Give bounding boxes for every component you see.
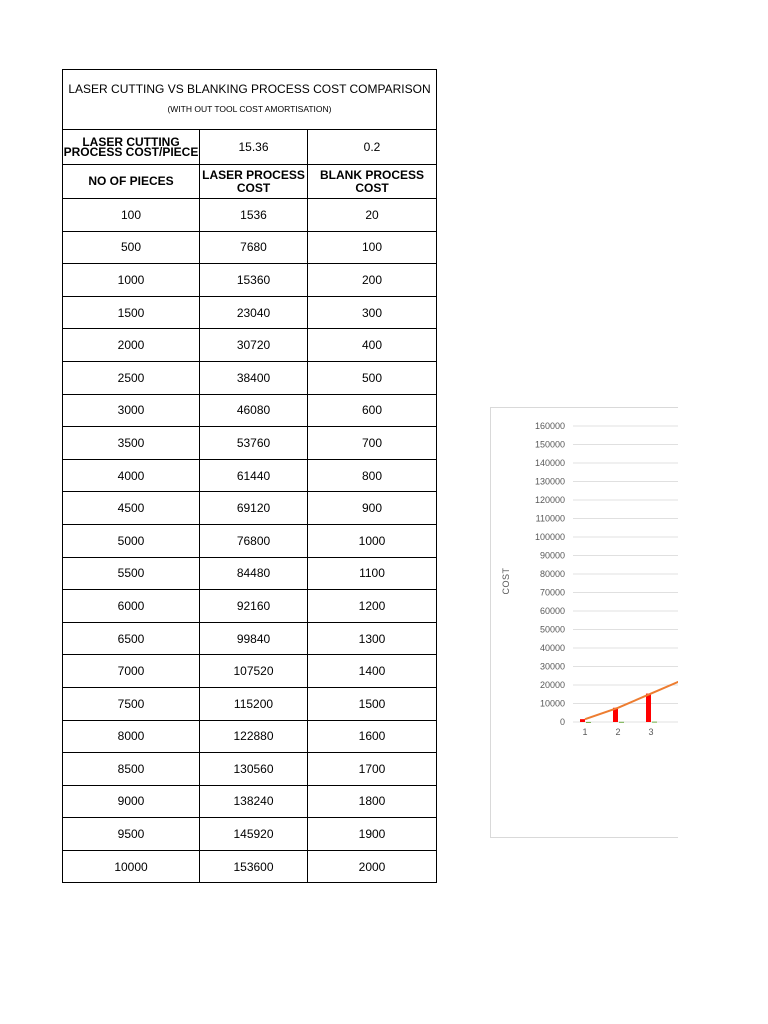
table-row [63, 720, 437, 753]
y-tick-label: 130000 [534, 476, 565, 487]
row-laser-cost: 30720 [200, 329, 308, 362]
x-tick-label: 1 [582, 727, 588, 737]
y-tick-label: 100000 [534, 532, 565, 542]
table-title [63, 70, 437, 130]
row-pieces: 5500 [63, 557, 200, 590]
row-pieces: 100 [63, 199, 200, 232]
row-pieces: 9500 [63, 818, 200, 851]
row-pieces: 2000 [63, 329, 200, 362]
row-laser-cost: 1536 [200, 199, 308, 232]
table-row [63, 329, 437, 362]
header-laser-cost: LASER PROCESS COST [200, 165, 308, 199]
row-laser-cost: 92160 [200, 590, 308, 623]
cost-chart [490, 407, 678, 838]
table-row [63, 231, 437, 264]
row-blank-cost: 1100 [308, 557, 437, 590]
y-tick-label: 160000 [534, 421, 565, 431]
row-pieces: 2500 [63, 361, 200, 394]
laser-rate: 15.36 [200, 130, 308, 165]
table-row [63, 264, 437, 297]
y-tick-label: 30000 [539, 661, 565, 672]
table-row [63, 199, 437, 232]
row-pieces: 7000 [63, 655, 200, 688]
row-blank-cost: 1000 [308, 524, 437, 557]
table-row [63, 785, 437, 818]
row-pieces: 10000 [63, 850, 200, 883]
table-row [63, 361, 437, 394]
y-tick-label: 90000 [539, 550, 565, 561]
row-laser-cost: 130560 [200, 753, 308, 786]
row-laser-cost: 61440 [200, 459, 308, 492]
row-laser-cost: 99840 [200, 622, 308, 655]
table-row [63, 557, 437, 590]
row-pieces: 1500 [63, 296, 200, 329]
row-pieces: 8500 [63, 753, 200, 786]
table-title-main: LASER CUTTING VS BLANKING PROCESS COST COMPARISON [68, 82, 431, 96]
row-pieces: 4500 [63, 492, 200, 525]
table-row [63, 394, 437, 427]
blank-rate: 0.2 [308, 130, 437, 165]
row-blank-cost: 300 [308, 296, 437, 329]
row-pieces: 6500 [63, 622, 200, 655]
table-row [63, 818, 437, 851]
y-tick-label: 10000 [539, 698, 565, 709]
row-pieces: 6000 [63, 590, 200, 623]
row-blank-cost: 1500 [308, 687, 437, 720]
row-laser-cost: 69120 [200, 492, 308, 525]
y-tick-label: 150000 [534, 439, 565, 450]
table-title-sub: (WITH OUT TOOL COST AMORTISATION) [167, 104, 332, 114]
row-blank-cost: 1400 [308, 655, 437, 688]
table-row [63, 687, 437, 720]
row-blank-cost: 1900 [308, 818, 437, 851]
row-laser-cost: 76800 [200, 524, 308, 557]
row-blank-cost: 20 [308, 199, 437, 232]
row-pieces: 500 [63, 231, 200, 264]
row-laser-cost: 122880 [200, 720, 308, 753]
bar [652, 722, 657, 723]
y-axis-title: COST [501, 567, 511, 595]
y-tick-label: 120000 [534, 495, 565, 505]
row-blank-cost: 400 [308, 329, 437, 362]
row-blank-cost: 700 [308, 427, 437, 460]
y-tick-label: 110000 [535, 513, 565, 524]
row-laser-cost: 46080 [200, 394, 308, 427]
row-laser-cost: 84480 [200, 557, 308, 590]
row-blank-cost: 800 [308, 459, 437, 492]
row-blank-cost: 200 [308, 264, 437, 297]
row-blank-cost: 1700 [308, 753, 437, 786]
row-laser-cost: 145920 [200, 818, 308, 851]
table-row [63, 524, 437, 557]
y-tick-label: 40000 [539, 643, 565, 653]
chart-svg [491, 408, 678, 837]
y-tick-label: 140000 [534, 458, 565, 468]
row-blank-cost: 1300 [308, 622, 437, 655]
row-pieces: 3500 [63, 427, 200, 460]
y-tick-label: 0 [559, 717, 565, 727]
table-row [63, 753, 437, 786]
row-pieces: 1000 [63, 264, 200, 297]
x-tick-label: 2 [615, 727, 621, 737]
x-tick-label: 3 [648, 727, 654, 737]
row-blank-cost: 500 [308, 361, 437, 394]
table-row [63, 492, 437, 525]
row-pieces: 4000 [63, 459, 200, 492]
row-blank-cost: 600 [308, 394, 437, 427]
table-row [63, 459, 437, 492]
row-laser-cost: 38400 [200, 361, 308, 394]
row-laser-cost: 107520 [200, 655, 308, 688]
y-tick-label: 60000 [539, 606, 565, 616]
row-blank-cost: 2000 [308, 850, 437, 883]
table-row [63, 850, 437, 883]
y-tick-label: 20000 [539, 680, 565, 690]
table-row [63, 590, 437, 623]
row-laser-cost: 23040 [200, 296, 308, 329]
table-row [63, 622, 437, 655]
table-row [63, 655, 437, 688]
row-pieces: 8000 [63, 720, 200, 753]
row-laser-cost: 7680 [200, 231, 308, 264]
row-laser-cost: 53760 [200, 427, 308, 460]
row-pieces: 9000 [63, 785, 200, 818]
rate-label: LASER CUTTING PROCESS COST/PIECE [63, 130, 200, 165]
y-tick-label: 50000 [539, 624, 565, 635]
row-laser-cost: 115200 [200, 687, 308, 720]
header-blank-cost: BLANK PROCESS COST [308, 165, 437, 199]
table-row [63, 427, 437, 460]
row-laser-cost: 138240 [200, 785, 308, 818]
cost-comparison-table [62, 69, 437, 883]
row-laser-cost: 15360 [200, 264, 308, 297]
row-blank-cost: 900 [308, 492, 437, 525]
bar [586, 722, 591, 723]
bar [646, 694, 651, 722]
row-pieces: 3000 [63, 394, 200, 427]
table-row [63, 296, 437, 329]
bar [580, 719, 585, 722]
header-pieces: NO OF PIECES [63, 165, 200, 199]
row-pieces: 7500 [63, 687, 200, 720]
bar [619, 722, 624, 723]
row-pieces: 5000 [63, 524, 200, 557]
row-blank-cost: 1600 [308, 720, 437, 753]
y-tick-label: 80000 [539, 569, 565, 579]
row-blank-cost: 1200 [308, 590, 437, 623]
row-blank-cost: 1800 [308, 785, 437, 818]
row-laser-cost: 153600 [200, 850, 308, 883]
row-blank-cost: 100 [308, 231, 437, 264]
y-tick-label: 70000 [539, 587, 565, 598]
